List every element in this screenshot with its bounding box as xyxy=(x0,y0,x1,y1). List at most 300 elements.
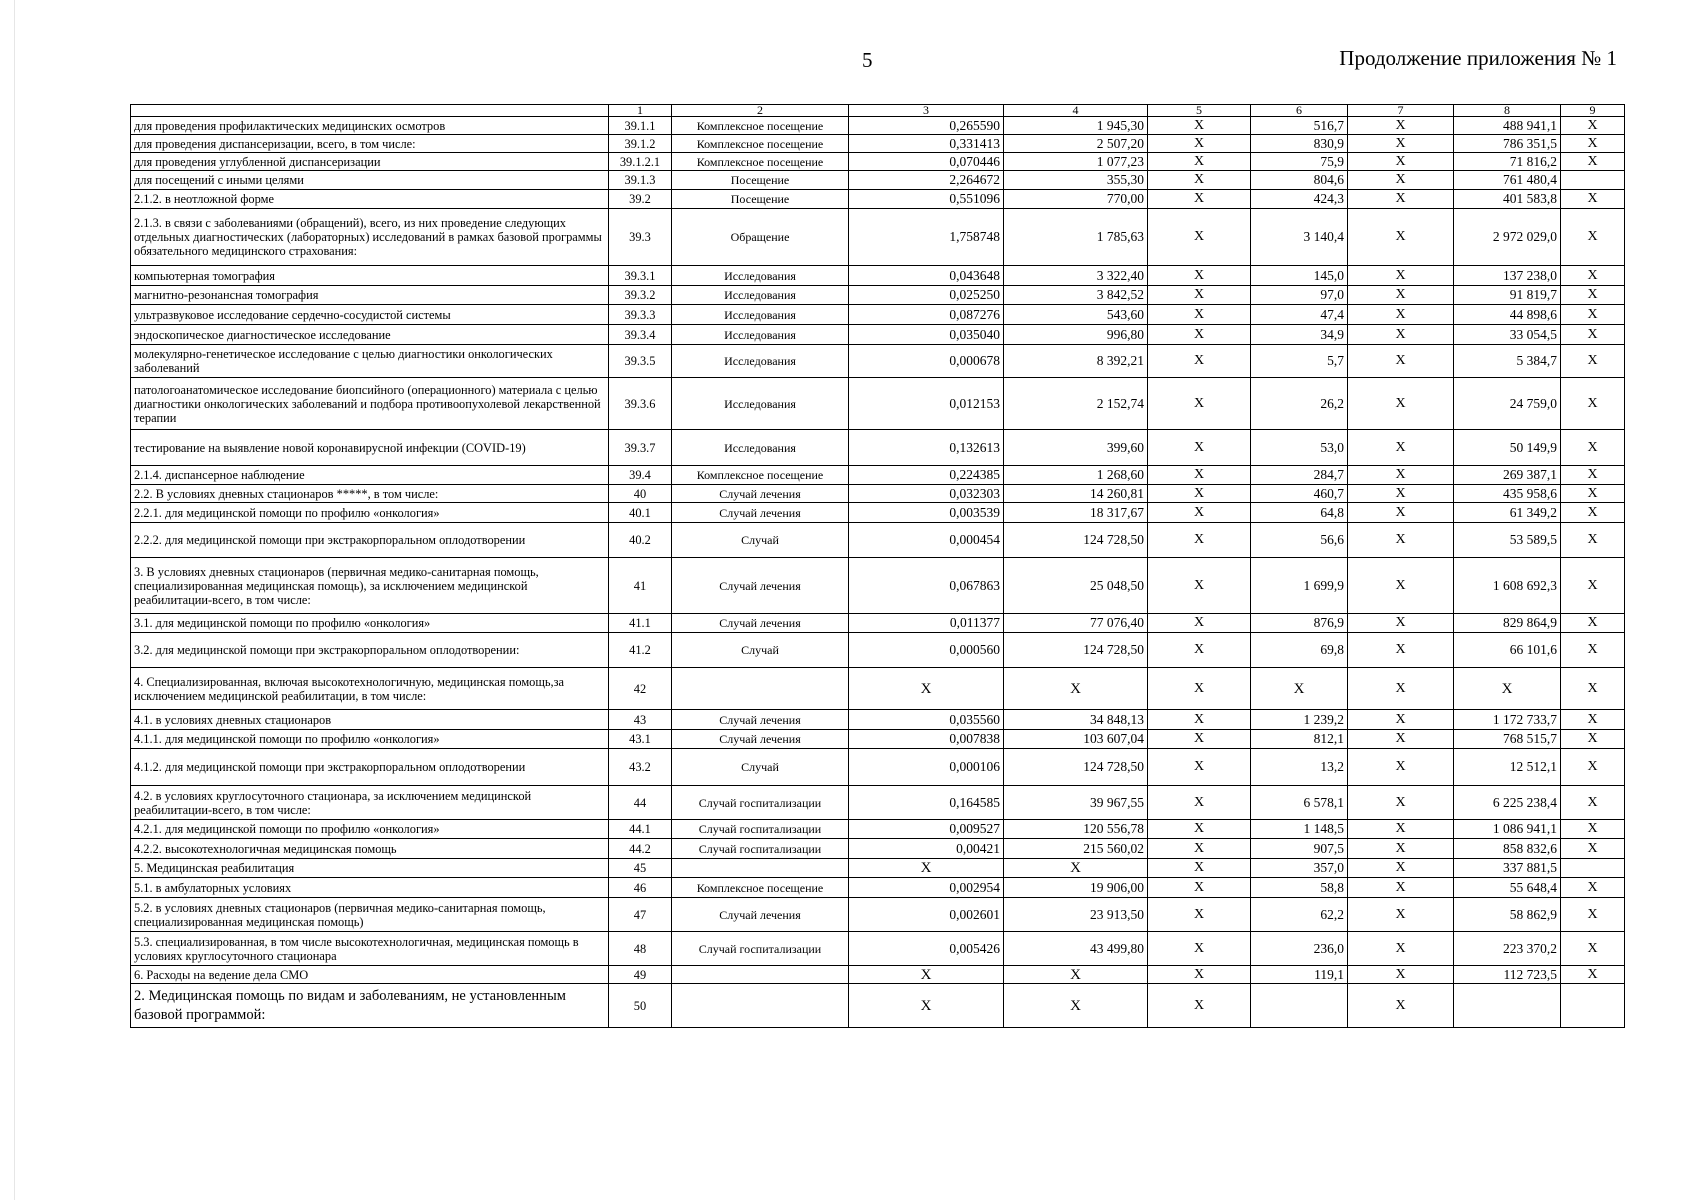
table-cell: X xyxy=(1148,932,1251,966)
table-cell: X xyxy=(1148,503,1251,523)
table-cell: 23 913,50 xyxy=(1004,898,1148,932)
table-cell: 56,6 xyxy=(1251,523,1348,558)
table-cell: 2 507,20 xyxy=(1004,135,1148,153)
table-cell: ультразвуковое исследование сердечно-сосудистой системы xyxy=(131,305,609,325)
table-row xyxy=(131,135,1625,153)
table-cell: 1 077,23 xyxy=(1004,153,1148,171)
table-cell: 75,9 xyxy=(1251,153,1348,171)
table-cell: X xyxy=(1148,305,1251,325)
table-cell: X xyxy=(1348,523,1454,558)
table-cell: 50 xyxy=(609,984,672,1028)
table-cell: 97,0 xyxy=(1251,286,1348,305)
table-cell: 1 148,5 xyxy=(1251,820,1348,839)
table-cell: X xyxy=(1148,633,1251,668)
table-cell: 119,1 xyxy=(1251,966,1348,984)
table-cell: 4.1.2. для медицинской помощи при экстракорпоральном оплодотворении xyxy=(131,749,609,786)
table-cell: 543,60 xyxy=(1004,305,1148,325)
table-cell: X xyxy=(1148,730,1251,749)
table-body xyxy=(131,105,1625,1028)
table-cell: X xyxy=(1561,503,1625,523)
table-cell: 2.1.4. диспансерное наблюдение xyxy=(131,466,609,485)
table-cell: 0,000106 xyxy=(849,749,1004,786)
table-cell: X xyxy=(1348,135,1454,153)
table-cell: X xyxy=(1148,485,1251,503)
table-cell: 1 785,63 xyxy=(1004,209,1148,266)
table-cell: 43 xyxy=(609,710,672,730)
table-cell xyxy=(1561,859,1625,878)
table-cell: 401 583,8 xyxy=(1454,190,1561,209)
table-cell: 4.2. в условиях круглосуточного стационара, за исключением медицинской реабилитации-всего, в том числе: xyxy=(131,786,609,820)
table-cell: 47,4 xyxy=(1251,305,1348,325)
table-cell: Исследования xyxy=(672,266,849,286)
table-cell: X xyxy=(1348,710,1454,730)
table-cell: X xyxy=(849,966,1004,984)
table-row xyxy=(131,730,1625,749)
table-cell: X xyxy=(1561,786,1625,820)
table-cell: патологоанатомическое исследование биопсийного (операционного) материала с целью диагностики онкологических заболеваний и подбора противоопухолевой лекарственной терапии xyxy=(131,378,609,430)
table-cell: Случай лечения xyxy=(672,503,849,523)
table-cell: X xyxy=(1348,209,1454,266)
table-cell: 40.2 xyxy=(609,523,672,558)
table-cell: тестирование на выявление новой коронавирусной инфекции (COVID-19) xyxy=(131,430,609,466)
table-cell: 5. Медицинская реабилитация xyxy=(131,859,609,878)
table-cell: 488 941,1 xyxy=(1454,117,1561,135)
table-cell: X xyxy=(1148,749,1251,786)
table-row xyxy=(131,266,1625,286)
table-cell: X xyxy=(1561,430,1625,466)
table-cell: X xyxy=(1148,266,1251,286)
table-cell: 0,551096 xyxy=(849,190,1004,209)
table-cell: 6 225 238,4 xyxy=(1454,786,1561,820)
table-cell: 124 728,50 xyxy=(1004,633,1148,668)
table-cell: 39.3 xyxy=(609,209,672,266)
table-cell: 2.1.3. в связи с заболеваниями (обращений), всего, из них проведение следующих отдельных диагностических (лабораторных) исследований в рамках базовой программы обязательного медицинского страхования: xyxy=(131,209,609,266)
table-cell: 62,2 xyxy=(1251,898,1348,932)
table-cell: X xyxy=(1148,171,1251,190)
table-cell: X xyxy=(1561,633,1625,668)
table-cell: X xyxy=(1561,878,1625,898)
table-cell: X xyxy=(1348,966,1454,984)
table-cell: 2,264672 xyxy=(849,171,1004,190)
table-cell: 53,0 xyxy=(1251,430,1348,466)
table-cell: 0,005426 xyxy=(849,932,1004,966)
column-number: 2 xyxy=(672,105,849,117)
table-cell: X xyxy=(1148,430,1251,466)
table-cell: X xyxy=(1348,786,1454,820)
table-cell: 2.2.2. для медицинской помощи при экстракорпоральном оплодотворении xyxy=(131,523,609,558)
table-cell: X xyxy=(1348,859,1454,878)
table-cell: компьютерная томография xyxy=(131,266,609,286)
table-cell: 39.1.1 xyxy=(609,117,672,135)
table-cell: 39.2 xyxy=(609,190,672,209)
table-cell: Посещение xyxy=(672,190,849,209)
table-cell: 47 xyxy=(609,898,672,932)
table-cell: 39 967,55 xyxy=(1004,786,1148,820)
table-cell xyxy=(672,966,849,984)
table-cell: Случай лечения xyxy=(672,485,849,503)
table-cell: 786 351,5 xyxy=(1454,135,1561,153)
table-cell: X xyxy=(1148,614,1251,633)
table-cell: 761 480,4 xyxy=(1454,171,1561,190)
table-cell: 0,070446 xyxy=(849,153,1004,171)
table-cell: X xyxy=(1348,190,1454,209)
table-cell: 0,000678 xyxy=(849,345,1004,378)
table-cell: 876,9 xyxy=(1251,614,1348,633)
table-cell: 43.1 xyxy=(609,730,672,749)
table-cell: 40.1 xyxy=(609,503,672,523)
table-cell: 41 xyxy=(609,558,672,614)
table-cell: Случай госпитализации xyxy=(672,786,849,820)
table-cell: Случай лечения xyxy=(672,614,849,633)
table-cell: 0,011377 xyxy=(849,614,1004,633)
table-cell: X xyxy=(1148,786,1251,820)
table-cell: X xyxy=(1348,633,1454,668)
table-cell: 64,8 xyxy=(1251,503,1348,523)
table-row xyxy=(131,932,1625,966)
table-cell: Случай лечения xyxy=(672,730,849,749)
table-row xyxy=(131,325,1625,345)
table-cell: Случай госпитализации xyxy=(672,839,849,859)
table-cell: X xyxy=(1561,839,1625,859)
table-cell: 44 xyxy=(609,786,672,820)
table-cell: X xyxy=(1561,117,1625,135)
table-cell: 18 317,67 xyxy=(1004,503,1148,523)
table-cell: 24 759,0 xyxy=(1454,378,1561,430)
table-cell: 0,000560 xyxy=(849,633,1004,668)
table-cell: Случай госпитализации xyxy=(672,932,849,966)
table-cell: 0,035560 xyxy=(849,710,1004,730)
table-cell: X xyxy=(1148,378,1251,430)
table-cell: Обращение xyxy=(672,209,849,266)
table-cell: 1 239,2 xyxy=(1251,710,1348,730)
table-row xyxy=(131,171,1625,190)
table-cell: Комплексное посещение xyxy=(672,466,849,485)
table-cell: 2 972 029,0 xyxy=(1454,209,1561,266)
table-cell: 12 512,1 xyxy=(1454,749,1561,786)
table-cell: 48 xyxy=(609,932,672,966)
table-cell: X xyxy=(1561,932,1625,966)
table-row xyxy=(131,786,1625,820)
table-cell: X xyxy=(1004,984,1148,1028)
table-cell: X xyxy=(1561,345,1625,378)
table-cell: X xyxy=(1561,153,1625,171)
table-cell: 0,009527 xyxy=(849,820,1004,839)
table-cell xyxy=(672,859,849,878)
table-cell: 0,087276 xyxy=(849,305,1004,325)
table-cell: 399,60 xyxy=(1004,430,1148,466)
table-cell: X xyxy=(1561,266,1625,286)
table-cell: 40 xyxy=(609,485,672,503)
table-cell: 0,265590 xyxy=(849,117,1004,135)
table-cell: 357,0 xyxy=(1251,859,1348,878)
table-cell: 8 392,21 xyxy=(1004,345,1148,378)
column-number: 9 xyxy=(1561,105,1625,117)
table-cell: X xyxy=(1561,523,1625,558)
table-cell: 1 608 692,3 xyxy=(1454,558,1561,614)
table-cell: X xyxy=(1348,730,1454,749)
table-row xyxy=(131,345,1625,378)
table-cell: 1 172 733,7 xyxy=(1454,710,1561,730)
table-cell: магнитно-резонансная томография xyxy=(131,286,609,305)
table-cell: X xyxy=(1348,117,1454,135)
table-cell: 1 086 941,1 xyxy=(1454,820,1561,839)
table-cell: X xyxy=(1561,614,1625,633)
table-cell: 61 349,2 xyxy=(1454,503,1561,523)
table-cell: X xyxy=(1561,485,1625,503)
column-number: 7 xyxy=(1348,105,1454,117)
table-cell: 804,6 xyxy=(1251,171,1348,190)
table-cell: 71 816,2 xyxy=(1454,153,1561,171)
table-row xyxy=(131,153,1625,171)
table-cell: 215 560,02 xyxy=(1004,839,1148,859)
table-cell xyxy=(1251,984,1348,1028)
table-cell: 829 864,9 xyxy=(1454,614,1561,633)
table-cell: X xyxy=(1148,135,1251,153)
table-cell: 124 728,50 xyxy=(1004,523,1148,558)
table-cell: X xyxy=(1148,117,1251,135)
table-cell: 0,331413 xyxy=(849,135,1004,153)
table-cell: 0,032303 xyxy=(849,485,1004,503)
table-cell: 124 728,50 xyxy=(1004,749,1148,786)
table-row xyxy=(131,558,1625,614)
table-cell xyxy=(1454,984,1561,1028)
column-number: 1 xyxy=(609,105,672,117)
table-cell: X xyxy=(1348,839,1454,859)
table-cell: 0,043648 xyxy=(849,266,1004,286)
table-cell: X xyxy=(1348,171,1454,190)
table-cell: 39.1.2 xyxy=(609,135,672,153)
table-cell: X xyxy=(849,984,1004,1028)
table-cell: X xyxy=(1348,325,1454,345)
table-cell: 43 499,80 xyxy=(1004,932,1148,966)
table-cell: 5 384,7 xyxy=(1454,345,1561,378)
table-cell: X xyxy=(1561,749,1625,786)
table-cell: 284,7 xyxy=(1251,466,1348,485)
table-row xyxy=(131,305,1625,325)
table-cell: 1 945,30 xyxy=(1004,117,1148,135)
table-cell: 103 607,04 xyxy=(1004,730,1148,749)
table-row xyxy=(131,966,1625,984)
table-cell: Случай госпитализации xyxy=(672,820,849,839)
table-row xyxy=(131,710,1625,730)
table-cell: 0,132613 xyxy=(849,430,1004,466)
table-cell: X xyxy=(1148,209,1251,266)
table-cell: X xyxy=(1148,839,1251,859)
table-cell: X xyxy=(1148,859,1251,878)
table-cell: 3.2. для медицинской помощи при экстракорпоральном оплодотворении: xyxy=(131,633,609,668)
table-cell: X xyxy=(1148,558,1251,614)
table-cell: Случай лечения xyxy=(672,898,849,932)
table-cell: 4.1.1. для медицинской помощи по профилю «онкология» xyxy=(131,730,609,749)
table-cell: 14 260,81 xyxy=(1004,485,1148,503)
page-number: 5 xyxy=(862,48,873,72)
table-cell: X xyxy=(1348,345,1454,378)
table-cell: 516,7 xyxy=(1251,117,1348,135)
table-cell: X xyxy=(1561,966,1625,984)
table-row xyxy=(131,117,1625,135)
table-cell: 58,8 xyxy=(1251,878,1348,898)
table-cell: 0,012153 xyxy=(849,378,1004,430)
table-cell: 0,000454 xyxy=(849,523,1004,558)
table-row xyxy=(131,523,1625,558)
table-cell: 43.2 xyxy=(609,749,672,786)
table-cell: 50 149,9 xyxy=(1454,430,1561,466)
table-cell: X xyxy=(1148,153,1251,171)
table-cell: X xyxy=(1348,932,1454,966)
table-cell: 69,8 xyxy=(1251,633,1348,668)
table-cell: 0,067863 xyxy=(849,558,1004,614)
table-cell: X xyxy=(1348,668,1454,710)
table-cell: 5.2. в условиях дневных стационаров (первичная медико-санитарная помощь, специализированная медицинская помощь) xyxy=(131,898,609,932)
table-cell: Случай лечения xyxy=(672,710,849,730)
table-cell: 44.1 xyxy=(609,820,672,839)
table-row xyxy=(131,633,1625,668)
table-cell: X xyxy=(1148,345,1251,378)
table-cell: X xyxy=(1148,668,1251,710)
table-cell: 5,7 xyxy=(1251,345,1348,378)
table-cell: 2.2.1. для медицинской помощи по профилю «онкология» xyxy=(131,503,609,523)
table-cell: X xyxy=(1148,878,1251,898)
scan-edge-line xyxy=(14,0,15,1200)
table-cell: 236,0 xyxy=(1251,932,1348,966)
table-cell: Комплексное посещение xyxy=(672,153,849,171)
table-cell: 3 322,40 xyxy=(1004,266,1148,286)
table-cell: X xyxy=(1348,153,1454,171)
table-cell: Случай xyxy=(672,749,849,786)
table-row xyxy=(131,209,1625,266)
table-row xyxy=(131,749,1625,786)
table-cell: X xyxy=(1348,984,1454,1028)
table-row xyxy=(131,898,1625,932)
table-cell: 337 881,5 xyxy=(1454,859,1561,878)
table-cell: 42 xyxy=(609,668,672,710)
table-cell: X xyxy=(1348,266,1454,286)
table-cell xyxy=(672,984,849,1028)
table-cell: 0,224385 xyxy=(849,466,1004,485)
table-cell: эндоскопическое диагностическое исследование xyxy=(131,325,609,345)
table-cell: X xyxy=(1348,749,1454,786)
table-cell: X xyxy=(1561,190,1625,209)
table-cell: X xyxy=(1348,558,1454,614)
table-cell: X xyxy=(1561,325,1625,345)
table-cell: 4. Специализированная, включая высокотехнологичную, медицинская помощь,за исключением медицинской реабилитации, в том числе: xyxy=(131,668,609,710)
table-row xyxy=(131,430,1625,466)
table-cell: 0,003539 xyxy=(849,503,1004,523)
table-cell xyxy=(1561,171,1625,190)
column-number: 8 xyxy=(1454,105,1561,117)
table-cell: Комплексное посещение xyxy=(672,878,849,898)
tariff-table xyxy=(130,104,1625,1028)
table-cell: 1 699,9 xyxy=(1251,558,1348,614)
table-cell: 2.2. В условиях дневных стационаров *****, в том числе: xyxy=(131,485,609,503)
column-number: 4 xyxy=(1004,105,1148,117)
table-row xyxy=(131,485,1625,503)
table-cell: 39.1.2.1 xyxy=(609,153,672,171)
table-cell: 39.1.3 xyxy=(609,171,672,190)
table-cell: X xyxy=(1561,378,1625,430)
table-cell: 39.3.7 xyxy=(609,430,672,466)
table-cell: 812,1 xyxy=(1251,730,1348,749)
table-cell: Исследования xyxy=(672,345,849,378)
table-cell: 0,025250 xyxy=(849,286,1004,305)
table-cell: X xyxy=(1148,966,1251,984)
table-cell: X xyxy=(1561,898,1625,932)
table-cell: 39.3.4 xyxy=(609,325,672,345)
table-cell: X xyxy=(1348,378,1454,430)
table-cell: Посещение xyxy=(672,171,849,190)
table-cell: 996,80 xyxy=(1004,325,1148,345)
table-cell: 41.2 xyxy=(609,633,672,668)
table-cell: 3. В условиях дневных стационаров (первичная медико-санитарная помощь, специализированная медицинская помощь), за исключением медицинской реабилитации-всего, в том числе: xyxy=(131,558,609,614)
table-cell: X xyxy=(1348,820,1454,839)
table-row xyxy=(131,878,1625,898)
table-cell: 145,0 xyxy=(1251,266,1348,286)
table-cell: 41.1 xyxy=(609,614,672,633)
table-cell: 45 xyxy=(609,859,672,878)
table-cell: 53 589,5 xyxy=(1454,523,1561,558)
table-cell: для проведения профилактических медицинских осмотров xyxy=(131,117,609,135)
table-cell: X xyxy=(1348,430,1454,466)
table-cell: 0,002601 xyxy=(849,898,1004,932)
table-cell: 2. Медицинская помощь по видам и заболеваниям, не установленным базовой программой: xyxy=(131,984,609,1028)
table-cell: X xyxy=(1148,190,1251,209)
column-number: 3 xyxy=(849,105,1004,117)
table-row xyxy=(131,984,1625,1028)
table-cell: X xyxy=(1148,984,1251,1028)
header-row xyxy=(131,105,1625,117)
table-row xyxy=(131,503,1625,523)
table-cell: X xyxy=(1454,668,1561,710)
table-cell: Случай лечения xyxy=(672,558,849,614)
table-cell: X xyxy=(1561,209,1625,266)
table-cell: X xyxy=(1561,668,1625,710)
table-cell: Случай xyxy=(672,633,849,668)
table-row xyxy=(131,820,1625,839)
table-cell: X xyxy=(1148,710,1251,730)
table-cell: для посещений с иными целями xyxy=(131,171,609,190)
table-cell: X xyxy=(1004,668,1148,710)
table-cell: X xyxy=(1561,286,1625,305)
table-cell: 55 648,4 xyxy=(1454,878,1561,898)
table-cell: 19 906,00 xyxy=(1004,878,1148,898)
table-row xyxy=(131,859,1625,878)
table-row xyxy=(131,190,1625,209)
table-cell: X xyxy=(1348,466,1454,485)
table-cell: 39.4 xyxy=(609,466,672,485)
table-cell: молекулярно-генетическое исследование с целью диагностики онкологических заболеваний xyxy=(131,345,609,378)
table-row xyxy=(131,614,1625,633)
table-cell: 91 819,7 xyxy=(1454,286,1561,305)
table-cell: 0,002954 xyxy=(849,878,1004,898)
table-cell: 66 101,6 xyxy=(1454,633,1561,668)
table-cell: X xyxy=(849,668,1004,710)
table-row xyxy=(131,378,1625,430)
table-cell: 460,7 xyxy=(1251,485,1348,503)
table-cell: 6 578,1 xyxy=(1251,786,1348,820)
table-cell: 6. Расходы на ведение дела СМО xyxy=(131,966,609,984)
table-cell: X xyxy=(1561,466,1625,485)
table-cell: 770,00 xyxy=(1004,190,1148,209)
table-cell: 58 862,9 xyxy=(1454,898,1561,932)
table-cell: 223 370,2 xyxy=(1454,932,1561,966)
table-cell: X xyxy=(1348,305,1454,325)
table-cell: 3.1. для медицинской помощи по профилю «онкология» xyxy=(131,614,609,633)
table-cell: Случай xyxy=(672,523,849,558)
table-cell: 768 515,7 xyxy=(1454,730,1561,749)
table-cell: Исследования xyxy=(672,305,849,325)
table-cell: 2 152,74 xyxy=(1004,378,1148,430)
table-cell: X xyxy=(849,859,1004,878)
